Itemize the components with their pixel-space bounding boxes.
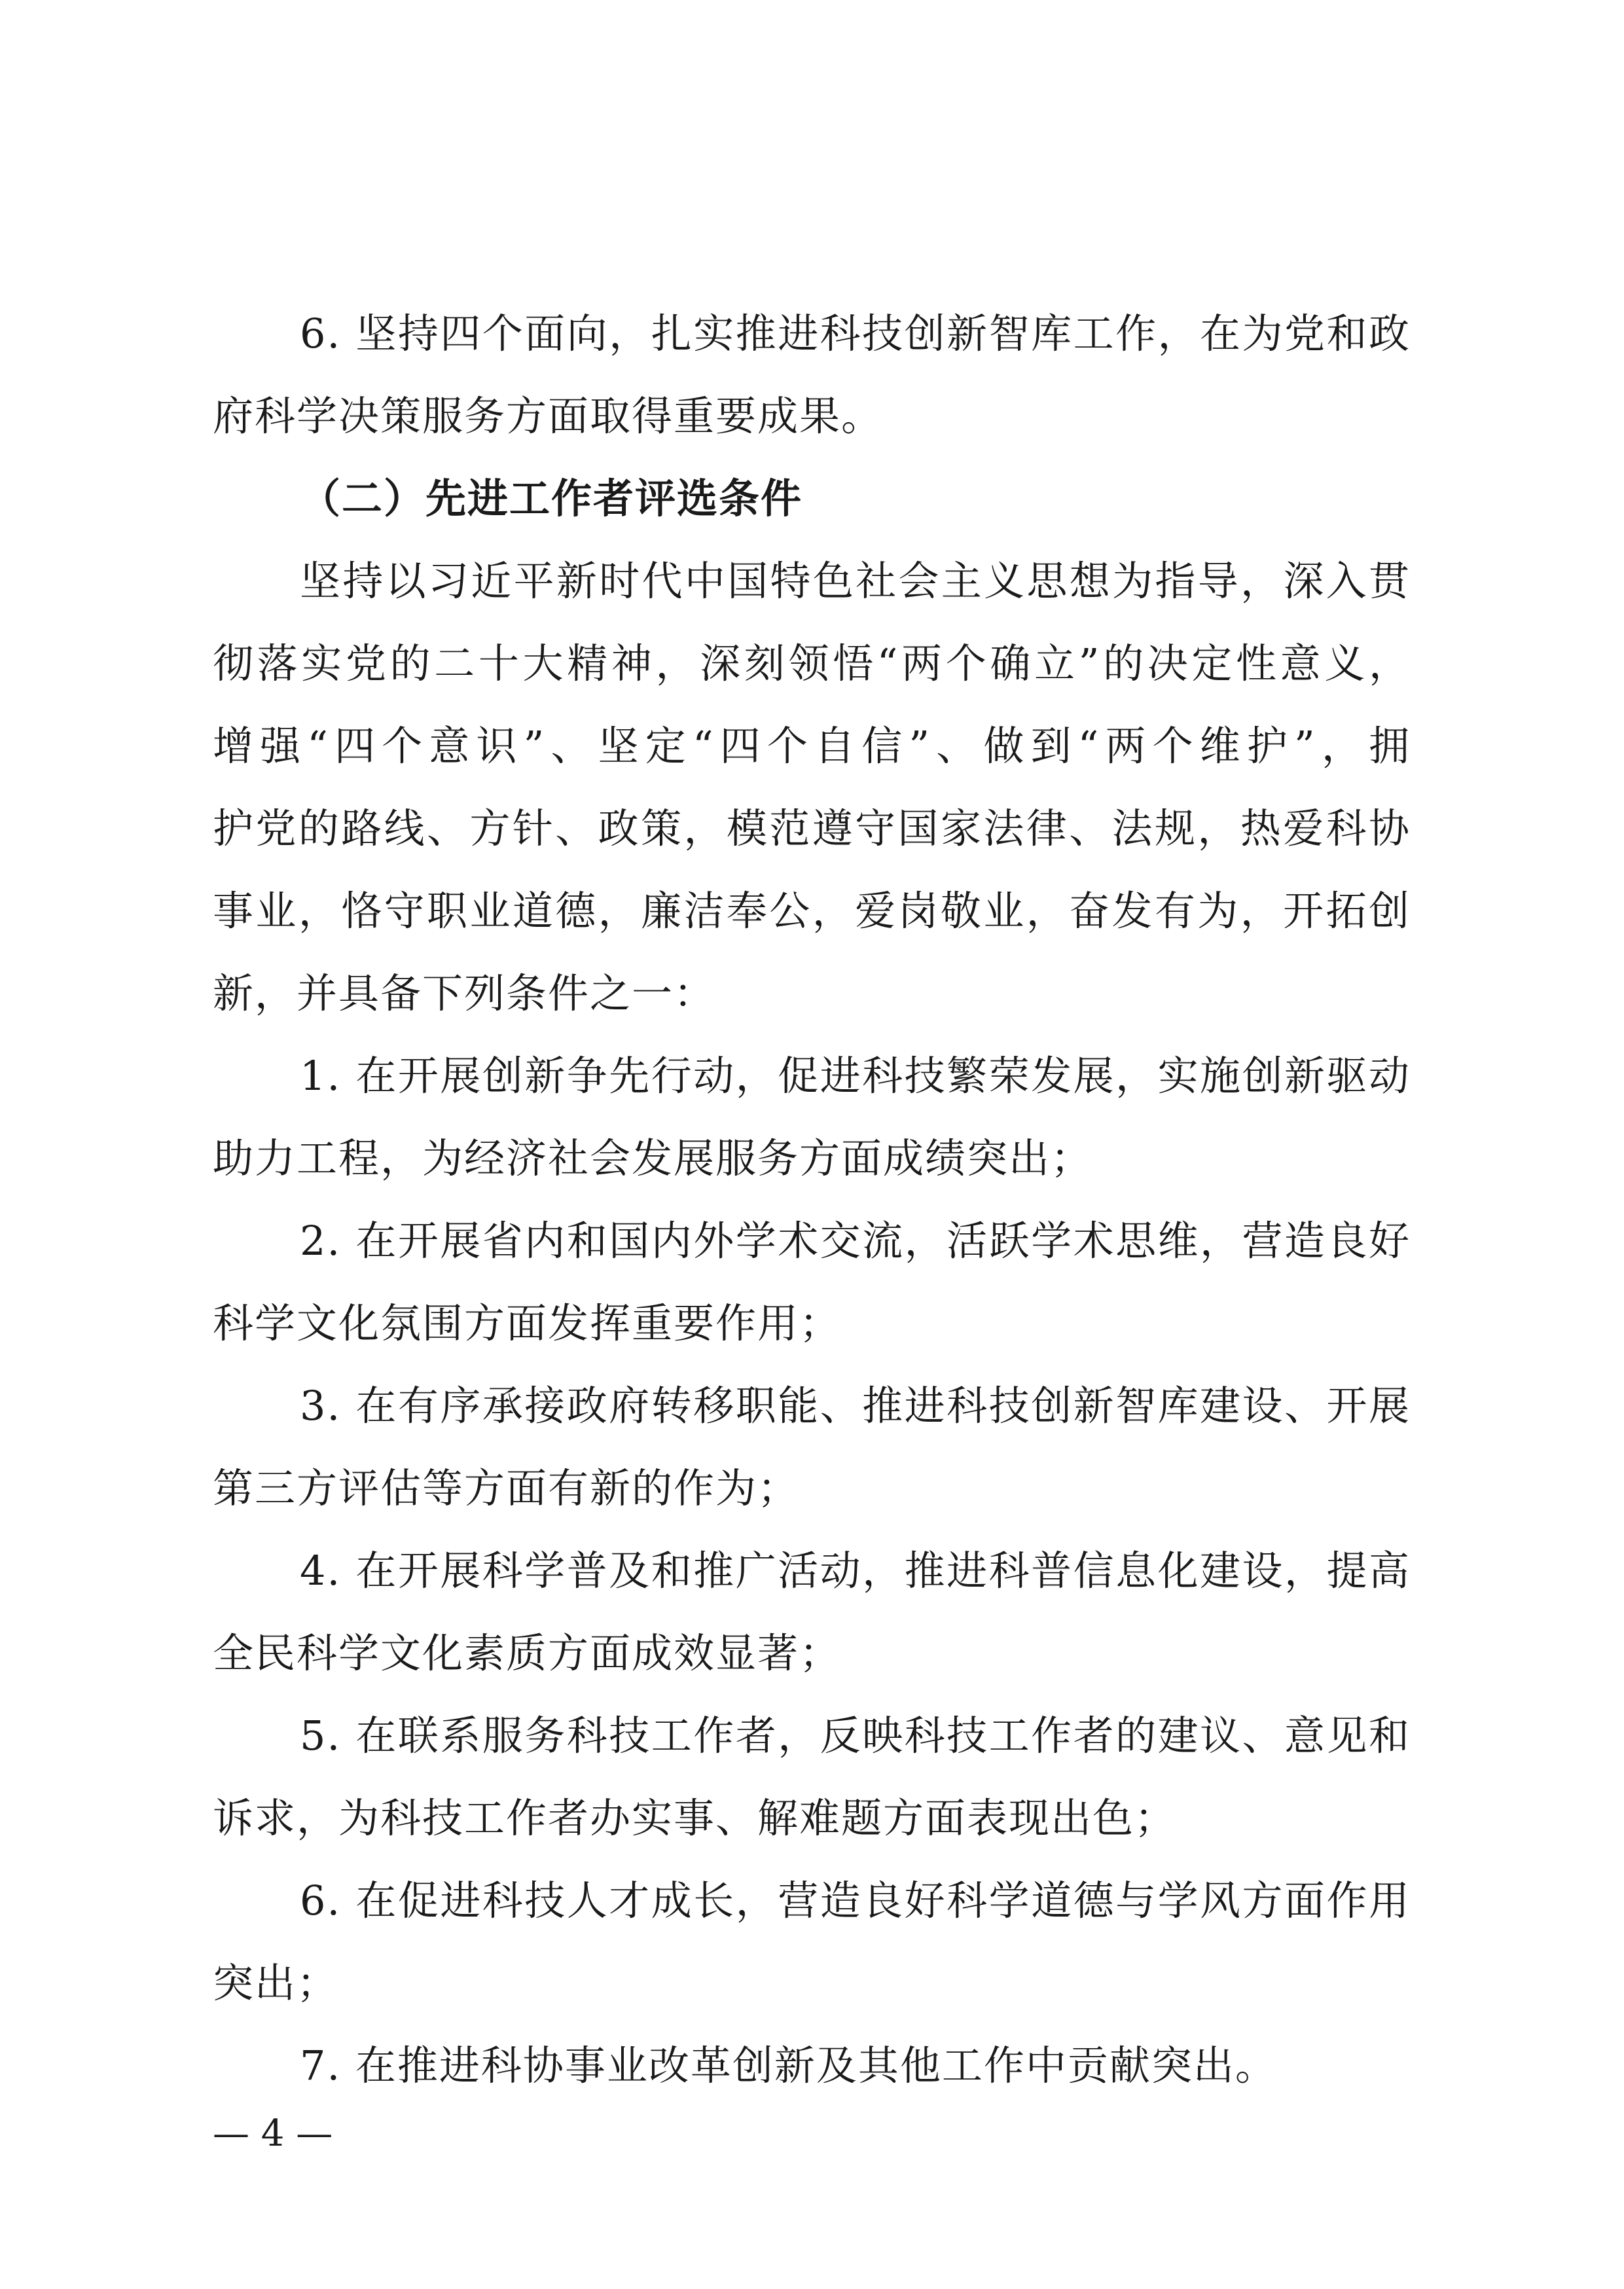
- condition-6-line-1: 6. 在促进科技人才成长，营造良好科学道德与学风方面作用: [300, 1877, 1411, 1924]
- condition-4-line-2: 全民科学文化素质方面成效显著；: [213, 1629, 842, 1677]
- condition-4-line-1: 4. 在开展科学普及和推广活动，推进科普信息化建设，提高: [300, 1547, 1411, 1595]
- condition-7-line-1: 7. 在推进科协事业改革创新及其他工作中贡献突出。: [300, 2042, 1277, 2089]
- intro-line-6: 新，并具备下列条件之一：: [213, 969, 716, 1017]
- section-heading: （二）先进工作者评选条件: [300, 475, 803, 522]
- item-6-line-1: 6. 坚持四个面向，扎实推进科技创新智库工作，在为党和政: [300, 310, 1411, 357]
- intro-line-5: 事业，恪守职业道德，廉洁奉公，爱岗敬业，奋发有为，开拓创: [213, 887, 1411, 935]
- item-6-line-2: 府科学决策服务方面取得重要成果。: [213, 392, 884, 440]
- condition-3-line-2: 第三方评估等方面有新的作为；: [213, 1464, 800, 1512]
- intro-line-3: 增强“四个意识”、坚定“四个自信”、做到“两个维护”，拥: [213, 722, 1411, 770]
- condition-5-line-2: 诉求，为科技工作者办实事、解难题方面表现出色；: [213, 1794, 1177, 1842]
- condition-2-line-2: 科学文化氛围方面发挥重要作用；: [213, 1299, 842, 1347]
- condition-2-line-1: 2. 在开展省内和国内外学术交流，活跃学术思维，营造良好: [300, 1217, 1411, 1265]
- page-number: — 4 —: [213, 2112, 333, 2155]
- intro-line-2: 彻落实党的二十大精神，深刻领悟“两个确立”的决定性意义，: [213, 640, 1411, 687]
- intro-line-4: 护党的路线、方针、政策，模范遵守国家法律、法规，热爱科协: [213, 804, 1411, 852]
- condition-6-line-2: 突出；: [213, 1959, 339, 2007]
- intro-line-1: 坚持以习近平新时代中国特色社会主义思想为指导，深入贯: [300, 557, 1411, 605]
- condition-5-line-1: 5. 在联系服务科技工作者，反映科技工作者的建议、意见和: [300, 1712, 1411, 1759]
- condition-1-line-1: 1. 在开展创新争先行动，促进科技繁荣发展，实施创新驱动: [300, 1052, 1411, 1100]
- condition-3-line-1: 3. 在有序承接政府转移职能、推进科技创新智库建设、开展: [300, 1382, 1411, 1430]
- condition-1-line-2: 助力工程，为经济社会发展服务方面成绩突出；: [213, 1134, 1093, 1182]
